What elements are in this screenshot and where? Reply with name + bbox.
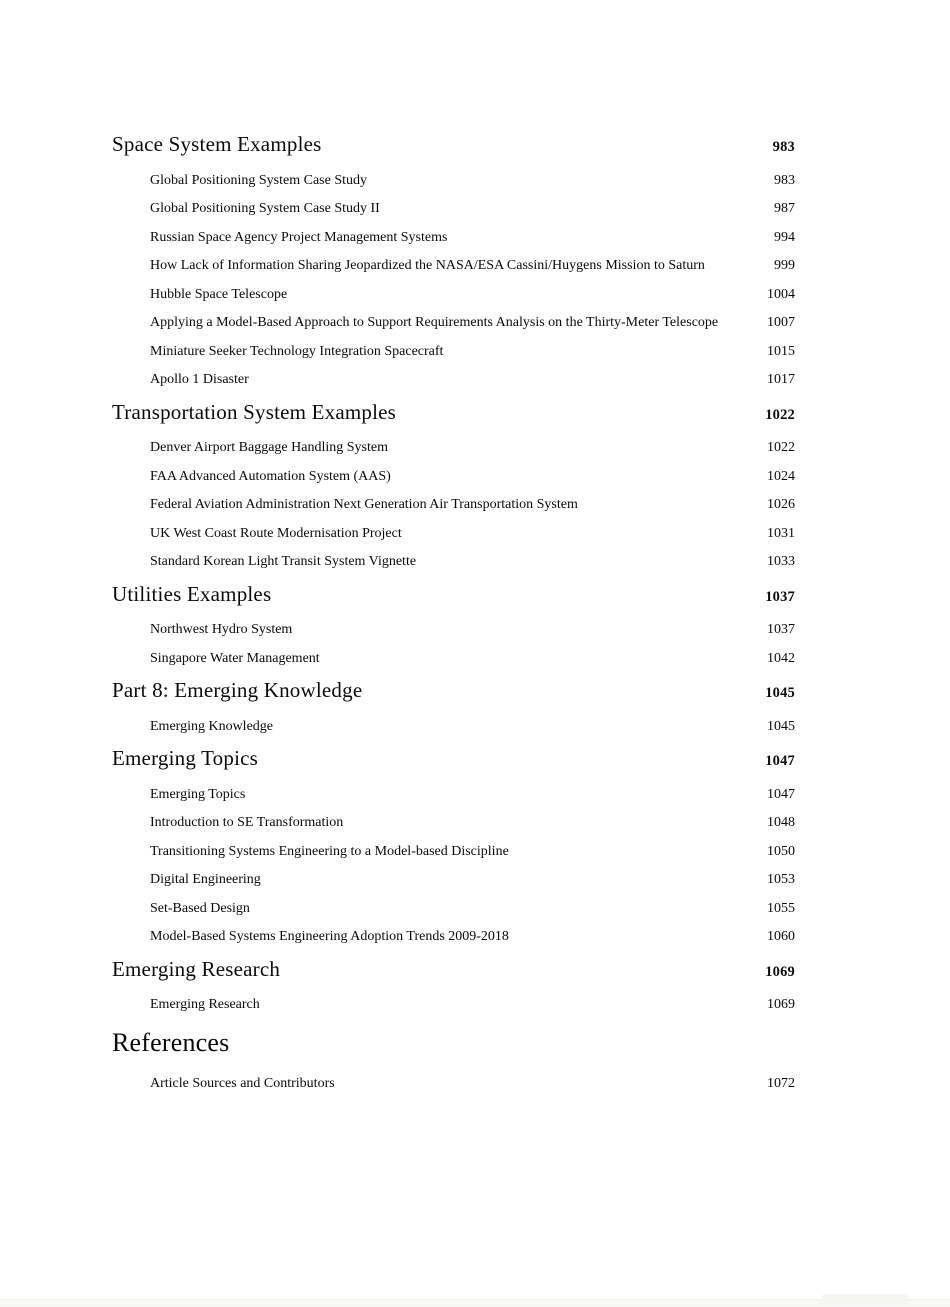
- section-entries: [150, 1074, 795, 1094]
- section-entries: [150, 620, 795, 668]
- toc-section: [112, 1027, 795, 1094]
- entry-page-number: 1069: [767, 997, 795, 1012]
- section-entries: [150, 785, 795, 947]
- toc-entry[interactable]: [150, 171, 795, 191]
- entry-page-number: 1026: [767, 497, 795, 512]
- section-title: Emerging Topics: [112, 746, 258, 770]
- entry-page-number: 1060: [767, 929, 795, 944]
- entry-title: Emerging Research: [150, 997, 260, 1012]
- section-title: Part 8: Emerging Knowledge: [112, 678, 363, 702]
- toc-entry[interactable]: [150, 370, 795, 390]
- entry-page-number: 1037: [767, 622, 795, 637]
- toc-heading-row[interactable]: [112, 400, 795, 426]
- entry-title: Applying a Model-Based Approach to Support Requirements Analysis on the Thirty-Meter Telescope: [150, 315, 719, 330]
- entry-page-number: 1033: [767, 554, 795, 569]
- toc-section: [112, 746, 795, 947]
- entry-title: How Lack of Information Sharing Jeopardized the NASA/ESA Cassini/Huygens Mission to Saturn: [150, 258, 705, 273]
- toc-entry[interactable]: [150, 228, 795, 248]
- section-title: Transportation System Examples: [112, 399, 397, 424]
- entry-title: Global Positioning System Case Study: [150, 172, 368, 188]
- toc-entry[interactable]: [150, 927, 795, 947]
- entry-page-number: 1031: [767, 525, 795, 541]
- entry-page-number: 1048: [767, 815, 795, 830]
- entry-page-number: 999: [774, 258, 795, 273]
- entry-title: Hubble Space Telescope: [150, 286, 288, 302]
- toc-entry[interactable]: [150, 620, 795, 640]
- toc-entry[interactable]: [150, 649, 795, 669]
- toc-heading-row[interactable]: [112, 678, 795, 704]
- entry-title: Russian Space Agency Project Management Systems: [150, 229, 448, 245]
- toc-entry[interactable]: [150, 495, 795, 515]
- section-page-number: 1069: [765, 963, 795, 980]
- entry-title: UK West Coast Route Modernisation Project: [150, 525, 402, 541]
- entry-page-number: 994: [774, 229, 795, 245]
- entry-page-number: 1053: [767, 872, 795, 887]
- section-title: References: [112, 1027, 230, 1057]
- section-title: Space System Examples: [112, 132, 322, 156]
- toc-entry[interactable]: [150, 438, 795, 458]
- toc-entry[interactable]: [150, 785, 795, 805]
- toc-entry[interactable]: [150, 199, 795, 219]
- toc-entry[interactable]: [150, 467, 795, 487]
- bottom-right-artifact: [822, 1294, 908, 1304]
- entry-title: Global Positioning System Case Study II: [150, 201, 380, 216]
- entry-page-number: 1007: [767, 315, 795, 330]
- entry-title: Introduction to SE Transformation: [150, 815, 344, 830]
- section-entries: [150, 171, 795, 390]
- toc-entry[interactable]: [150, 552, 795, 572]
- toc-heading-row[interactable]: [112, 582, 795, 608]
- toc-entry[interactable]: [150, 285, 795, 305]
- section-entries: [150, 995, 795, 1015]
- toc-entry[interactable]: [150, 313, 795, 333]
- toc-section: [112, 582, 795, 669]
- toc-entry[interactable]: [150, 995, 795, 1015]
- section-title: Utilities Examples: [112, 581, 272, 606]
- toc-heading-row[interactable]: [112, 1027, 795, 1058]
- entry-title: Federal Aviation Administration Next Generation Air Transportation System: [150, 497, 578, 512]
- toc-section: [112, 400, 795, 572]
- section-entries: [150, 717, 795, 737]
- entry-page-number: 1047: [767, 786, 795, 802]
- entry-page-number: 1055: [767, 900, 795, 916]
- section-page-number: 1022: [765, 406, 795, 423]
- entry-title: Emerging Topics: [150, 786, 246, 802]
- entry-title: Standard Korean Light Transit System Vignette: [150, 554, 417, 569]
- toc-entry[interactable]: [150, 870, 795, 890]
- section-entries: [150, 438, 795, 572]
- entry-page-number: 1050: [767, 843, 795, 859]
- section-title: Emerging Research: [112, 956, 281, 981]
- entry-title: Set-Based Design: [150, 900, 250, 916]
- toc-entry[interactable]: [150, 342, 795, 362]
- entry-page-number: 1022: [767, 440, 795, 455]
- toc-entry[interactable]: [150, 842, 795, 862]
- entry-page-number: 1015: [767, 343, 795, 359]
- entry-title: Emerging Knowledge: [150, 718, 273, 734]
- toc-section: [112, 957, 795, 1015]
- entry-title: Article Sources and Contributors: [150, 1075, 335, 1091]
- entry-page-number: 1017: [767, 372, 795, 387]
- section-page-number: 1037: [765, 588, 795, 605]
- toc-heading-row[interactable]: [112, 132, 795, 158]
- entry-title: Apollo 1 Disaster: [150, 372, 249, 387]
- section-page-number: 1045: [765, 685, 795, 701]
- entry-page-number: 1024: [767, 468, 795, 484]
- toc-entry[interactable]: [150, 256, 795, 276]
- toc-entry[interactable]: [150, 813, 795, 833]
- entry-page-number: 1072: [767, 1075, 795, 1091]
- entry-title: Model-Based Systems Engineering Adoption Trends 2009-2018: [150, 929, 509, 944]
- page-bottom-strip: [0, 1299, 950, 1307]
- entry-title: Miniature Seeker Technology Integration Spacecraft: [150, 343, 444, 359]
- toc-section: [112, 678, 795, 736]
- entry-page-number: 1042: [767, 650, 795, 666]
- toc-heading-row[interactable]: [112, 746, 795, 772]
- toc-section: [112, 132, 795, 390]
- toc-entry[interactable]: [150, 899, 795, 919]
- toc-entry[interactable]: [150, 1074, 795, 1094]
- section-page-number: 1047: [765, 753, 795, 769]
- entry-page-number: 1004: [767, 286, 795, 302]
- section-page-number: 983: [772, 139, 795, 155]
- entry-title: Digital Engineering: [150, 872, 261, 887]
- entry-title: Transitioning Systems Engineering to a Model-based Discipline: [150, 843, 509, 859]
- entry-page-number: 1045: [767, 718, 795, 734]
- table-of-contents: [112, 132, 795, 1102]
- entry-title: Denver Airport Baggage Handling System: [150, 440, 388, 455]
- toc-heading-row[interactable]: [112, 957, 795, 983]
- entry-page-number: 987: [774, 201, 795, 216]
- entry-title: Northwest Hydro System: [150, 622, 293, 637]
- toc-entry[interactable]: [150, 524, 795, 544]
- entry-title: Singapore Water Management: [150, 650, 320, 666]
- entry-page-number: 983: [774, 172, 795, 188]
- entry-title: FAA Advanced Automation System (AAS): [150, 468, 391, 484]
- toc-entry[interactable]: [150, 717, 795, 737]
